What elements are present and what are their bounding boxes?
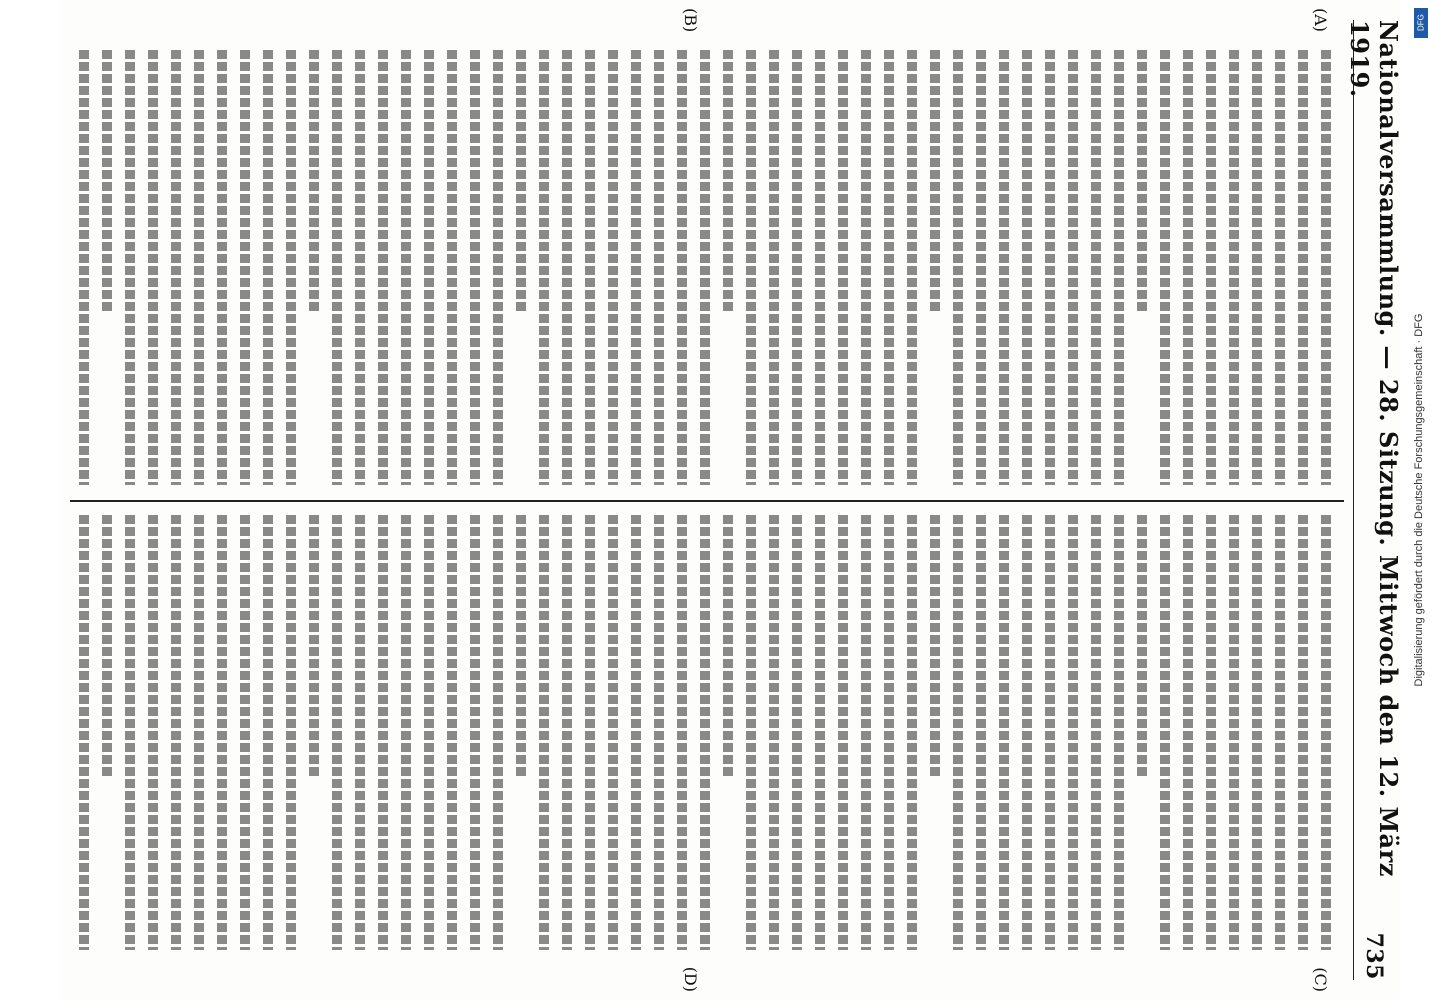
- page-number: 735: [1361, 932, 1387, 980]
- text-line-placeholder: [1114, 50, 1124, 485]
- text-line-placeholder: [263, 515, 273, 950]
- text-line-placeholder: [631, 50, 641, 485]
- text-line-placeholder: [677, 515, 687, 950]
- column-marker-b: (B): [681, 8, 700, 33]
- text-line-placeholder: [470, 50, 480, 485]
- text-line-placeholder: [838, 50, 848, 485]
- text-line-placeholder: [585, 515, 595, 950]
- scanned-page: [60, 0, 1403, 1000]
- text-line-placeholder: [539, 515, 549, 950]
- text-line-placeholder: [309, 50, 319, 311]
- text-line-placeholder: [700, 515, 710, 950]
- text-line-placeholder: [539, 50, 549, 485]
- text-line-placeholder: [424, 515, 434, 950]
- text-line-placeholder: [999, 50, 1009, 485]
- left-column-text: [70, 50, 1344, 485]
- text-line-placeholder: [792, 515, 802, 950]
- column-marker-c: (C): [1311, 967, 1330, 992]
- text-line-placeholder: [861, 515, 871, 950]
- text-line-placeholder: [1275, 50, 1285, 485]
- text-line-placeholder: [608, 515, 618, 950]
- right-column-text: [70, 515, 1344, 950]
- text-line-placeholder: [194, 50, 204, 485]
- digitization-credit: [1408, 8, 1430, 992]
- text-line-placeholder: [286, 50, 296, 485]
- text-line-placeholder: [976, 50, 986, 485]
- text-line-placeholder: [907, 50, 917, 485]
- text-line-placeholder: [1229, 50, 1239, 485]
- text-line-placeholder: [148, 50, 158, 485]
- text-line-placeholder: [1275, 515, 1285, 950]
- text-line-placeholder: [1321, 515, 1331, 950]
- text-line-placeholder: [217, 515, 227, 950]
- text-line-placeholder: [976, 515, 986, 950]
- text-line-placeholder: [516, 50, 526, 311]
- text-line-placeholder: [102, 50, 112, 311]
- text-line-placeholder: [1160, 50, 1170, 485]
- text-line-placeholder: [1068, 515, 1078, 950]
- text-line-placeholder: [838, 515, 848, 950]
- running-head: [1345, 20, 1403, 980]
- text-line-placeholder: [723, 515, 733, 776]
- text-line-placeholder: [1091, 50, 1101, 485]
- column-marker-d: (D): [681, 966, 700, 992]
- text-line-placeholder: [815, 515, 825, 950]
- text-line-placeholder: [1183, 515, 1193, 950]
- text-line-placeholder: [953, 50, 963, 485]
- text-line-placeholder: [148, 515, 158, 950]
- text-line-placeholder: [332, 50, 342, 485]
- text-line-placeholder: [424, 50, 434, 485]
- text-line-placeholder: [953, 515, 963, 950]
- text-line-placeholder: [1252, 50, 1262, 485]
- text-line-placeholder: [654, 50, 664, 485]
- text-line-placeholder: [815, 50, 825, 485]
- text-line-placeholder: [1045, 515, 1055, 950]
- text-line-placeholder: [930, 515, 940, 776]
- text-line-placeholder: [447, 515, 457, 950]
- text-line-placeholder: [125, 50, 135, 485]
- text-line-placeholder: [769, 515, 779, 950]
- text-line-placeholder: [1252, 515, 1262, 950]
- text-line-placeholder: [217, 50, 227, 485]
- text-line-placeholder: [1183, 50, 1193, 485]
- text-line-placeholder: [79, 515, 89, 950]
- text-line-placeholder: [401, 515, 411, 950]
- text-line-placeholder: [1229, 515, 1239, 950]
- text-line-placeholder: [631, 515, 641, 950]
- text-line-placeholder: [263, 50, 273, 485]
- text-line-placeholder: [884, 515, 894, 950]
- text-line-placeholder: [309, 515, 319, 776]
- text-line-placeholder: [355, 50, 365, 485]
- text-line-placeholder: [861, 50, 871, 485]
- text-line-placeholder: [1068, 50, 1078, 485]
- page-rotated-content: [60, 0, 1403, 1000]
- text-line-placeholder: [746, 515, 756, 950]
- text-line-placeholder: [493, 50, 503, 485]
- text-line-placeholder: [907, 515, 917, 950]
- text-columns: [70, 50, 1344, 950]
- text-line-placeholder: [378, 50, 388, 485]
- text-line-placeholder: [102, 515, 112, 776]
- text-line-placeholder: [493, 515, 503, 950]
- text-line-placeholder: [1321, 50, 1331, 485]
- running-head-title: Nationalversammlung. — 28. Sitzung. Mittwoch den 12. März 1919.: [1345, 20, 1403, 877]
- text-line-placeholder: [562, 515, 572, 950]
- text-line-placeholder: [332, 515, 342, 950]
- text-line-placeholder: [1022, 515, 1032, 950]
- text-line-placeholder: [1091, 515, 1101, 950]
- text-line-placeholder: [1160, 515, 1170, 950]
- text-line-placeholder: [585, 50, 595, 485]
- text-line-placeholder: [79, 50, 89, 485]
- text-line-placeholder: [240, 515, 250, 950]
- text-line-placeholder: [516, 515, 526, 776]
- text-line-placeholder: [930, 50, 940, 311]
- text-line-placeholder: [1298, 50, 1308, 485]
- text-line-placeholder: [723, 50, 733, 311]
- text-line-placeholder: [1206, 50, 1216, 485]
- credit-text: Digitalisierung gefördert durch die Deutsche Forschungsgemeinschaft · DFG: [1413, 313, 1425, 687]
- column-marker-a: (A): [1311, 8, 1330, 33]
- text-line-placeholder: [378, 515, 388, 950]
- text-line-placeholder: [1137, 515, 1147, 776]
- text-line-placeholder: [171, 50, 181, 485]
- text-line-placeholder: [1298, 515, 1308, 950]
- text-line-placeholder: [447, 50, 457, 485]
- text-line-placeholder: [1022, 50, 1032, 485]
- text-line-placeholder: [884, 50, 894, 485]
- text-line-placeholder: [171, 515, 181, 950]
- text-line-placeholder: [769, 50, 779, 485]
- text-line-placeholder: [700, 50, 710, 485]
- text-line-placeholder: [1114, 515, 1124, 950]
- text-line-placeholder: [470, 515, 480, 950]
- text-line-placeholder: [355, 515, 365, 950]
- text-line-placeholder: [1045, 50, 1055, 485]
- text-line-placeholder: [286, 515, 296, 950]
- text-line-placeholder: [194, 515, 204, 950]
- text-line-placeholder: [401, 50, 411, 485]
- text-line-placeholder: [562, 50, 572, 485]
- dfg-logo: DFG: [1414, 8, 1428, 38]
- text-line-placeholder: [792, 50, 802, 485]
- text-line-placeholder: [1137, 50, 1147, 311]
- text-line-placeholder: [1206, 515, 1216, 950]
- text-line-placeholder: [746, 50, 756, 485]
- text-line-placeholder: [999, 515, 1009, 950]
- text-line-placeholder: [240, 50, 250, 485]
- text-line-placeholder: [608, 50, 618, 485]
- text-line-placeholder: [654, 515, 664, 950]
- text-line-placeholder: [677, 50, 687, 485]
- text-line-placeholder: [125, 515, 135, 950]
